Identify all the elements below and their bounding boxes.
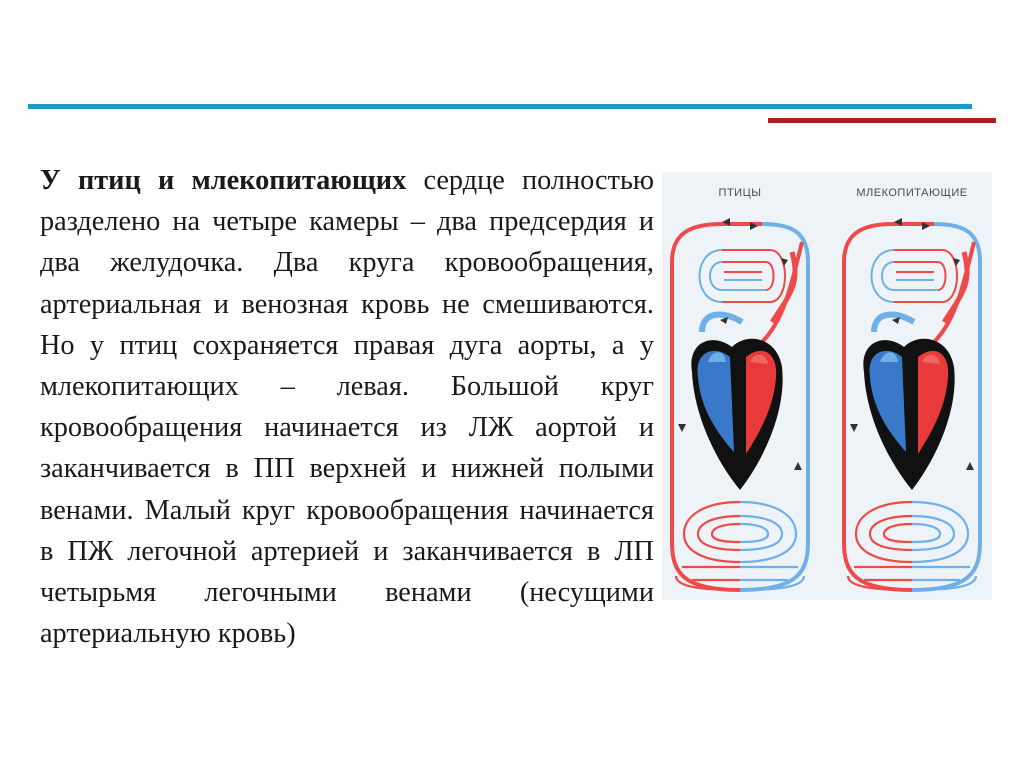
- label-birds: ПТИЦЫ: [718, 187, 762, 199]
- paragraph-text: сердце полностью разделено на четыре камеры – два предсердия и два желудочка. Два круга кровообращения, артериальная и венозная кровь не смешиваются. Но у птиц сохраняется правая дуга аорты, а у млекопитающих – левая. Большой круг кровообращения начинается из ЛЖ аортой и заканчивается в ПП верхней и нижней полыми венами. Малый круг кровообращения начинается в ПЖ легочной артерией и заканчивается в ЛП четырьмя легочными венами (несущими артериальную кровь): [40, 165, 654, 650]
- scheme-mammals: [844, 218, 980, 590]
- top-rule-red: [768, 118, 996, 123]
- bold-lead-text: У птиц и млекопитающих: [40, 165, 407, 196]
- top-rule-blue: [28, 104, 972, 109]
- circulation-diagram-svg: [662, 172, 992, 600]
- slide-body-text: [40, 160, 654, 654]
- circulation-diagram: [662, 172, 992, 600]
- label-mammals: МЛЕКОПИТАЮЩИЕ: [856, 187, 968, 199]
- scheme-birds: [672, 218, 808, 590]
